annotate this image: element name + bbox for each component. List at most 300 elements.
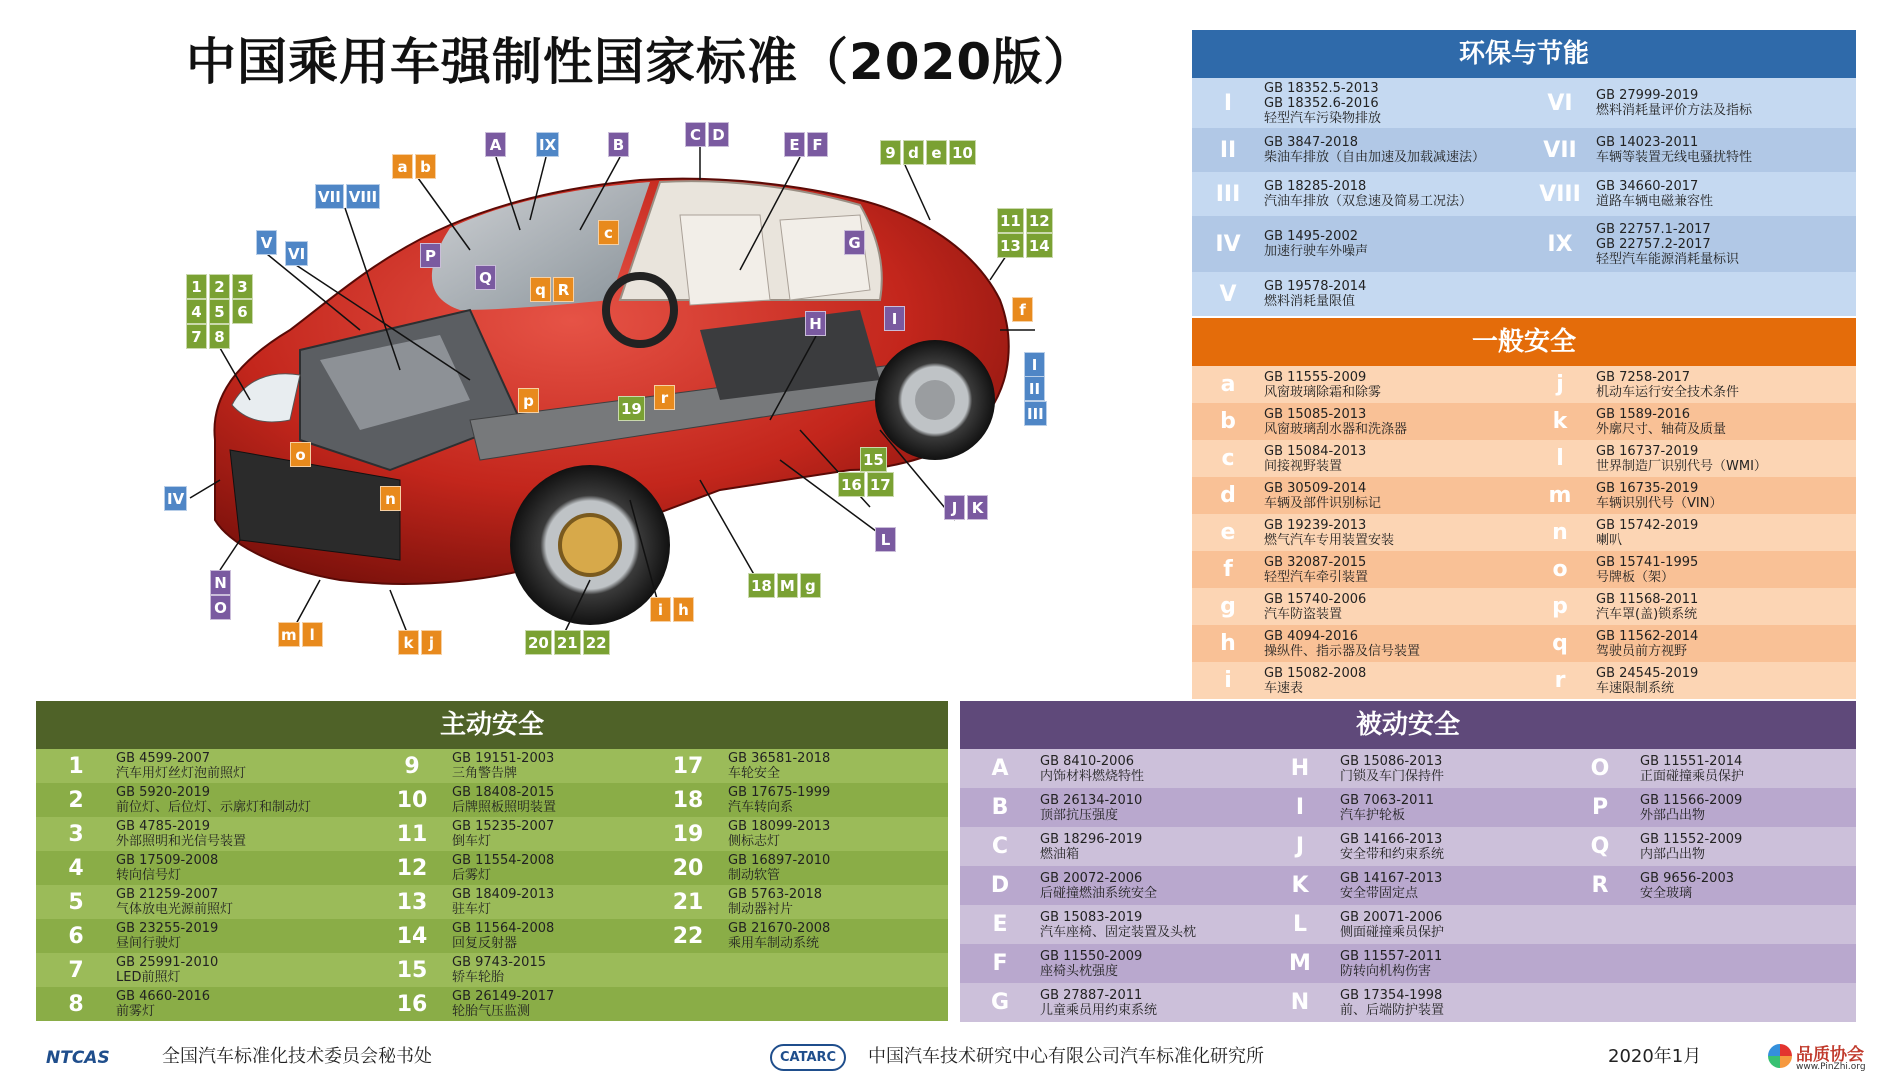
standard-code: 9 — [404, 753, 420, 779]
standard-cell — [1260, 788, 1560, 827]
callout-tag: 7 — [186, 324, 207, 349]
standard-name: 制动软管 — [728, 868, 781, 883]
standard-cell — [36, 783, 372, 817]
callout-tag: VIII — [346, 184, 380, 209]
callout-tag: IX — [536, 132, 559, 157]
callout-label — [392, 154, 436, 179]
callout-tag: 14 — [1026, 233, 1053, 258]
standard-text — [116, 887, 356, 917]
callout-label — [805, 311, 826, 336]
standard-cell — [648, 783, 948, 817]
standard-row — [1192, 172, 1856, 216]
standard-name: 安全带和约束系统 — [1340, 846, 1445, 862]
standard-code: 12 — [396, 855, 428, 881]
standard-cell — [1560, 788, 1856, 827]
panel-environment-energy — [1192, 30, 1856, 316]
standard-name: 前、后端防护装置 — [1340, 1002, 1445, 1018]
standard-text — [1596, 179, 1846, 209]
standard-code: 3 — [68, 821, 84, 847]
standard-text — [116, 785, 356, 815]
standard-text — [1640, 871, 1854, 901]
standard-name: 汽车罩(盖)锁系统 — [1596, 606, 1698, 622]
standard-number: GB 9743-2015 — [452, 955, 546, 970]
standard-cell — [1524, 588, 1856, 625]
callout-label — [518, 388, 539, 413]
standard-number: GB 1495-2002 — [1264, 229, 1358, 244]
standard-code: H — [1290, 756, 1310, 781]
callout-label — [618, 396, 645, 421]
standard-name: 驻车灯 — [452, 902, 492, 917]
standard-text — [1264, 81, 1514, 126]
standard-name: 风窗玻璃刮水器和洗涤器 — [1264, 421, 1408, 437]
standard-cell — [372, 817, 648, 851]
callout-tag: P — [420, 243, 441, 268]
callout-tag: 20 — [525, 630, 552, 655]
standard-cell — [1560, 749, 1856, 788]
standard-cell — [1192, 514, 1524, 551]
standard-text — [1596, 135, 1846, 165]
callout-tag: p — [518, 388, 539, 413]
standard-name: 轻型汽车污染物排放 — [1264, 110, 1382, 126]
standard-text — [1264, 592, 1514, 622]
callout-label — [875, 527, 896, 552]
standard-text — [1340, 793, 1554, 823]
standard-cell — [1192, 78, 1524, 128]
standard-text — [1040, 910, 1254, 940]
standard-number: GB 11568-2011 — [1596, 591, 1699, 607]
callout-label — [315, 184, 380, 209]
standard-cell — [1524, 128, 1856, 172]
callout-tag: r — [654, 385, 675, 410]
callout-label — [844, 230, 865, 255]
standard-number: GB 4599-2007 — [116, 751, 210, 766]
panel-title: 一般安全 — [1192, 318, 1856, 366]
callout-label — [164, 486, 187, 511]
standard-cell — [1524, 366, 1856, 403]
standard-cell — [372, 885, 648, 919]
standard-code: 13 — [396, 889, 428, 915]
standard-text — [452, 819, 648, 849]
standard-text — [1340, 988, 1554, 1018]
standard-name: 乘用车制动系统 — [728, 936, 820, 951]
standard-name: 汽车用灯丝灯泡前照灯 — [116, 766, 247, 781]
callout-tag: IV — [164, 486, 187, 511]
standard-text — [1596, 370, 1846, 400]
standard-code: p — [1552, 594, 1568, 619]
standard-code: V — [1219, 281, 1237, 307]
standard-number: GB 17509-2008 — [116, 853, 219, 868]
standard-code: h — [1220, 631, 1236, 656]
standard-number: GB 15082-2008 — [1264, 665, 1367, 681]
standard-text — [452, 921, 648, 951]
callout-tag: g — [800, 573, 821, 598]
standard-cell — [1192, 477, 1524, 514]
standard-row — [1192, 514, 1856, 551]
standard-text — [1264, 629, 1514, 659]
standard-number: GB 14167-2013 — [1340, 870, 1443, 886]
standard-cell — [1192, 440, 1524, 477]
standard-code: G — [990, 990, 1010, 1015]
standard-number: GB 27887-2011 — [1040, 987, 1143, 1003]
callout-tag: 5 — [209, 299, 230, 324]
standard-cell — [1192, 403, 1524, 440]
standard-text — [1264, 481, 1514, 511]
standard-number: GB 18352.6-2016 — [1264, 95, 1379, 111]
standard-text — [452, 955, 648, 985]
standard-name: 儿童乘员用约束系统 — [1040, 1002, 1158, 1018]
standard-number: GB 11555-2009 — [1264, 369, 1367, 385]
standard-name: 汽车座椅、固定装置及头枕 — [1040, 924, 1197, 940]
standard-code: Q — [1590, 834, 1610, 859]
standard-text — [1340, 832, 1554, 862]
standard-name: 燃料消耗量限值 — [1264, 294, 1356, 309]
standard-number: GB 17675-1999 — [728, 785, 831, 800]
standard-code: I — [1295, 795, 1305, 820]
standard-name: 车辆识别代号（VIN） — [1596, 495, 1723, 511]
standard-name: 操纵件、指示器及信号装置 — [1264, 643, 1421, 659]
callout-label — [608, 132, 629, 157]
standard-name: 柴油车排放（自由加速及加载减速法） — [1264, 150, 1486, 165]
standard-row — [36, 851, 948, 885]
standard-code: 15 — [396, 957, 428, 983]
standard-text — [1596, 407, 1846, 437]
standard-code: D — [990, 873, 1010, 898]
standard-cell — [960, 944, 1260, 983]
standard-number: GB 3847-2018 — [1264, 135, 1358, 150]
standard-code: f — [1223, 557, 1233, 582]
callout-label — [1024, 401, 1047, 426]
standard-cell — [1560, 905, 1856, 944]
callout-label — [997, 233, 1053, 258]
standard-code: 17 — [672, 753, 704, 779]
panel-passive-safety — [960, 701, 1856, 1022]
standard-name: 轻型汽车牵引装置 — [1264, 569, 1369, 585]
standard-code: VIII — [1539, 181, 1581, 207]
standard-cell — [1524, 440, 1856, 477]
standard-number: GB 7063-2011 — [1340, 792, 1434, 808]
standard-number: GB 24545-2019 — [1596, 665, 1699, 681]
callout-tag: j — [421, 630, 442, 655]
standard-cell — [1560, 827, 1856, 866]
standard-cell — [36, 817, 372, 851]
callout-label — [210, 570, 231, 595]
standard-text — [728, 785, 948, 815]
callout-label — [530, 277, 574, 302]
standard-name: 内饰材料燃烧特性 — [1040, 768, 1145, 784]
standard-number: GB 15741-1995 — [1596, 554, 1699, 570]
callout-label — [1012, 297, 1033, 322]
standard-text — [1340, 754, 1554, 784]
standard-name: 外部凸出物 — [1640, 807, 1706, 823]
callout-label — [485, 132, 506, 157]
standard-name: 座椅头枕强度 — [1040, 963, 1119, 979]
standard-number: GB 15742-2019 — [1596, 517, 1699, 533]
callout-tag: VI — [285, 241, 308, 266]
standard-text — [1596, 222, 1846, 267]
standard-text — [1040, 793, 1254, 823]
standard-code: g — [1220, 594, 1236, 619]
standard-name: 汽车护轮板 — [1340, 807, 1406, 823]
standard-code: 5 — [68, 889, 84, 915]
callout-tag: O — [210, 595, 231, 620]
standard-number: GB 18296-2019 — [1040, 831, 1143, 847]
standard-code: P — [1591, 795, 1609, 820]
standard-cell — [36, 885, 372, 919]
standard-number: GB 15083-2019 — [1040, 909, 1143, 925]
standard-text — [1040, 871, 1254, 901]
standard-cell — [1524, 403, 1856, 440]
standard-text — [116, 853, 356, 883]
standard-name: 汽车防盗装置 — [1264, 606, 1343, 622]
standard-row — [960, 983, 1856, 1022]
callout-tag: i — [650, 597, 671, 622]
standard-code: E — [992, 912, 1008, 937]
standard-code: i — [1224, 668, 1232, 693]
standard-name: 后牌照板照明装置 — [452, 800, 557, 815]
standard-number: GB 27999-2019 — [1596, 88, 1699, 103]
standard-cell — [648, 953, 948, 987]
standard-text — [728, 887, 948, 917]
standard-number: GB 15085-2013 — [1264, 406, 1367, 422]
callout-label — [598, 220, 619, 245]
standard-text — [452, 785, 648, 815]
standard-code: VI — [1547, 90, 1573, 116]
standard-cell — [1524, 551, 1856, 588]
standard-cell — [1260, 749, 1560, 788]
callout-tag: I — [884, 306, 905, 331]
standard-code: 16 — [396, 991, 428, 1017]
standard-cell — [1192, 172, 1524, 216]
standard-text — [1596, 666, 1846, 696]
standard-cell — [372, 749, 648, 783]
standard-cell — [1192, 625, 1524, 662]
standard-code: M — [1289, 951, 1311, 976]
page-title: 中国乘用车强制性国家标准（2020版） — [186, 33, 1095, 91]
standard-text — [452, 887, 648, 917]
callout-label — [256, 230, 277, 255]
standard-row — [960, 749, 1856, 788]
standard-row — [1192, 625, 1856, 662]
standard-text — [1340, 949, 1554, 979]
standard-code: 22 — [672, 923, 704, 949]
standard-text — [728, 853, 948, 883]
standard-number: GB 20071-2006 — [1340, 909, 1443, 925]
standard-number: GB 15086-2013 — [1340, 753, 1443, 769]
standard-number: GB 4094-2016 — [1264, 628, 1358, 644]
standard-name: 防转向机构伤害 — [1340, 963, 1432, 979]
callout-tag: C — [685, 122, 706, 147]
standard-row — [960, 944, 1856, 983]
standard-name: 门锁及车门保持件 — [1340, 768, 1445, 784]
standard-cell — [36, 953, 372, 987]
standard-cell — [372, 919, 648, 953]
standard-row — [1192, 128, 1856, 172]
callout-label — [380, 486, 401, 511]
standard-text — [452, 989, 648, 1019]
callout-label — [884, 306, 905, 331]
standard-code: J — [1295, 834, 1305, 859]
callout-label — [186, 299, 253, 324]
standard-cell — [1192, 128, 1524, 172]
standard-text — [1264, 135, 1514, 165]
standard-text — [1040, 832, 1254, 862]
callout-tag: Q — [475, 265, 496, 290]
ntcas-logo: NTCAS — [46, 1048, 110, 1068]
standard-code: 8 — [68, 991, 84, 1017]
standard-row — [36, 987, 948, 1021]
standard-name: 车辆等装置无线电骚扰特性 — [1596, 150, 1753, 165]
standard-text — [728, 921, 948, 951]
callout-tag: N — [210, 570, 231, 595]
standard-number: GB 1589-2016 — [1596, 406, 1690, 422]
callout-label — [860, 447, 887, 472]
callout-tag: e — [926, 140, 947, 165]
standard-cell — [36, 919, 372, 953]
standard-number: GB 18408-2015 — [452, 785, 555, 800]
standard-number: GB 23255-2019 — [116, 921, 219, 936]
panel-title: 被动安全 — [960, 701, 1856, 749]
callout-tag: F — [807, 132, 828, 157]
standard-number: GB 7258-2017 — [1596, 369, 1690, 385]
standard-name: 喇叭 — [1596, 532, 1623, 548]
standard-text — [1640, 754, 1854, 784]
standard-cell — [1192, 366, 1524, 403]
callout-label — [1024, 352, 1045, 377]
standard-cell — [1524, 662, 1856, 699]
standard-number: GB 34660-2017 — [1596, 179, 1699, 194]
callout-tag: 13 — [997, 233, 1024, 258]
standard-number: GB 36581-2018 — [728, 751, 831, 766]
standard-code: m — [1548, 483, 1572, 508]
callout-tag: 8 — [209, 324, 230, 349]
standard-row — [960, 866, 1856, 905]
callout-label — [784, 132, 828, 157]
standard-number: GB 15084-2013 — [1264, 443, 1367, 459]
standard-text — [728, 751, 948, 781]
standard-cell — [1524, 477, 1856, 514]
standard-text — [1264, 666, 1514, 696]
callout-label — [654, 385, 675, 410]
standard-name: 道路车辆电磁兼容性 — [1596, 194, 1714, 209]
standard-text — [1640, 832, 1854, 862]
standard-number: GB 16737-2019 — [1596, 443, 1699, 459]
standard-text — [1264, 229, 1514, 259]
standard-code: III — [1215, 181, 1241, 207]
standard-row — [960, 905, 1856, 944]
brand-url: www.PinZhi.org — [1796, 1062, 1866, 1072]
callout-label — [186, 324, 230, 349]
standard-code: IV — [1215, 231, 1241, 257]
callout-tag: 18 — [748, 573, 775, 598]
callout-label — [290, 442, 311, 467]
standard-text — [1340, 910, 1554, 940]
standard-text — [728, 819, 948, 849]
callout-tag: 16 — [838, 472, 865, 497]
callout-label — [420, 243, 441, 268]
standard-text — [1040, 988, 1254, 1018]
standard-code: 14 — [396, 923, 428, 949]
standard-number: GB 11550-2009 — [1040, 948, 1143, 964]
standard-cell — [36, 987, 372, 1021]
callout-tag: c — [598, 220, 619, 245]
standard-text — [116, 921, 356, 951]
callout-tag: R — [553, 277, 574, 302]
standard-name: 三角警告牌 — [452, 766, 518, 781]
callout-tag: 3 — [232, 274, 253, 299]
callout-tag: q — [530, 277, 551, 302]
standard-name: 制动器衬片 — [728, 902, 794, 917]
standard-text — [1264, 407, 1514, 437]
standard-number: GB 4785-2019 — [116, 819, 210, 834]
standard-number: GB 14166-2013 — [1340, 831, 1443, 847]
standard-name: 安全玻璃 — [1640, 885, 1693, 901]
callout-tag: 2 — [209, 274, 230, 299]
standard-number: GB 11552-2009 — [1640, 831, 1743, 847]
callout-tag: h — [673, 597, 694, 622]
standard-name: 车轮安全 — [728, 766, 781, 781]
standard-name: 燃气汽车专用装置安装 — [1264, 532, 1395, 548]
standard-code: I — [1223, 90, 1233, 116]
standard-name: 转向信号灯 — [116, 868, 182, 883]
standard-name: 轮胎气压监测 — [452, 1004, 531, 1019]
standard-number: GB 15235-2007 — [452, 819, 555, 834]
standard-text — [116, 751, 356, 781]
callout-tag: 19 — [618, 396, 645, 421]
standard-text — [116, 989, 356, 1019]
standard-number: GB 4660-2016 — [116, 989, 210, 1004]
standard-code: C — [991, 834, 1009, 859]
standard-name: LED前照灯 — [116, 970, 181, 985]
standard-number: GB 11557-2011 — [1340, 948, 1443, 964]
standard-cell — [1524, 625, 1856, 662]
standard-code: K — [1291, 873, 1309, 898]
callout-label — [838, 472, 894, 497]
panel-active-safety — [36, 701, 948, 1021]
standard-code: j — [1556, 372, 1564, 397]
standard-number: GB 11566-2009 — [1640, 792, 1743, 808]
callout-tag: D — [708, 122, 729, 147]
standard-code: 10 — [396, 787, 428, 813]
standard-row — [36, 749, 948, 783]
standard-cell — [1260, 905, 1560, 944]
callout-label — [1024, 376, 1045, 401]
standard-text — [1596, 444, 1846, 474]
standard-name: 轿车轮胎 — [452, 970, 505, 985]
standard-name: 昼间行驶灯 — [116, 936, 182, 951]
callout-tag: b — [415, 154, 436, 179]
callout-tag: n — [380, 486, 401, 511]
standard-cell — [960, 827, 1260, 866]
standard-row — [960, 788, 1856, 827]
standard-code: L — [1292, 912, 1308, 937]
standard-number: GB 32087-2015 — [1264, 554, 1367, 570]
standard-row — [36, 817, 948, 851]
standard-row — [1192, 551, 1856, 588]
standard-code: VII — [1543, 137, 1577, 163]
callout-label — [285, 241, 308, 266]
standard-code: 1 — [68, 753, 84, 779]
standard-cell — [372, 953, 648, 987]
callout-tag: d — [903, 140, 924, 165]
callout-tag: K — [967, 495, 988, 520]
standard-row — [1192, 403, 1856, 440]
standard-cell — [372, 851, 648, 885]
standard-number: GB 30509-2014 — [1264, 480, 1367, 496]
callout-tag: 1 — [186, 274, 207, 299]
standard-name: 倒车灯 — [452, 834, 492, 849]
standard-number: GB 9656-2003 — [1640, 870, 1734, 886]
standard-code: c — [1221, 446, 1235, 471]
